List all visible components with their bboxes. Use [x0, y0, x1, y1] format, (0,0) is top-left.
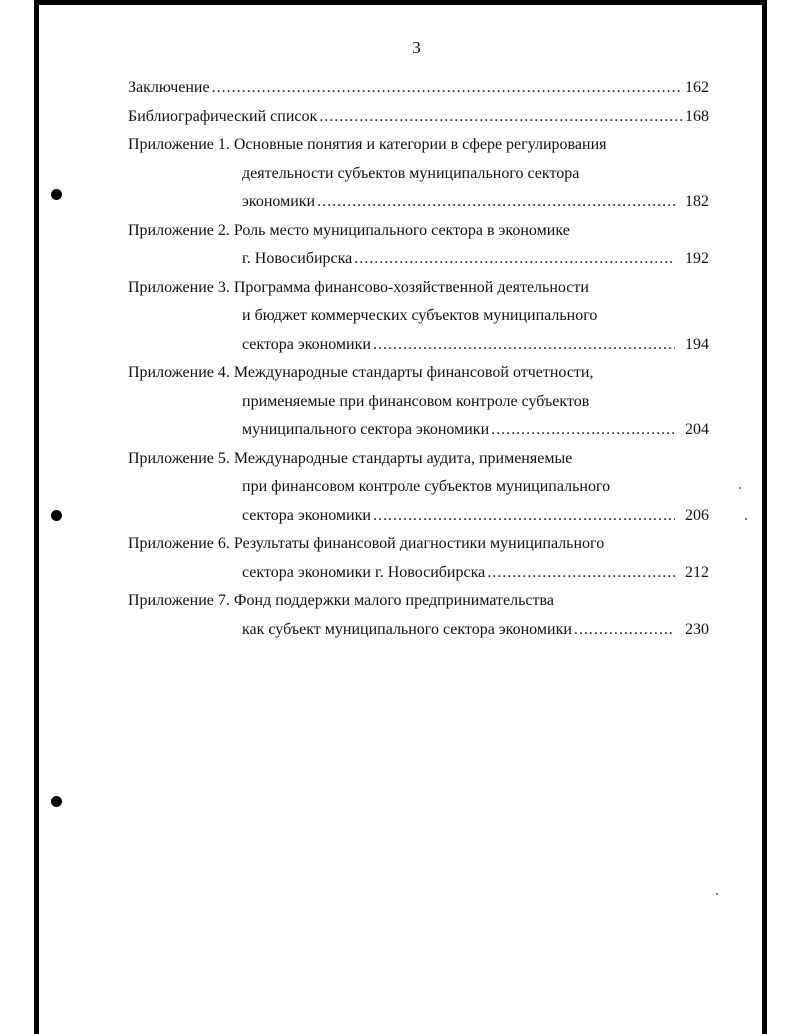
scan-speck	[716, 893, 718, 895]
toc-entry-last-line	[128, 502, 709, 531]
toc-entry-line: деятельности субъектов муниципального сектора	[242, 164, 580, 182]
toc-entry-line: Приложение 3. Программа финансово-хозяйственной деятельности	[128, 278, 589, 296]
toc-entry-line: Приложение 7. Фонд поддержки малого предпринимательства	[128, 592, 554, 609]
toc-entry-last-line	[128, 331, 709, 360]
toc-entry-last-line	[128, 559, 709, 588]
toc-entry-line: Приложение 4. Международные стандарты финансовой отчетности,	[128, 364, 594, 381]
toc-entry-page: 192	[685, 250, 709, 267]
toc-entry-line: Приложение 6. Результаты финансовой диагностики муниципального	[128, 535, 605, 552]
toc-leader-dots	[317, 188, 675, 217]
toc-entry-page: 162	[685, 79, 709, 96]
toc-entry-appendix-7[interactable]	[128, 587, 709, 644]
page-number: 3	[412, 38, 421, 57]
toc-entry-line: как субъект муниципального сектора экономики	[242, 620, 572, 638]
toc-entry-last-line	[128, 616, 709, 645]
toc-entry-line: сектора экономики	[242, 506, 371, 524]
toc-entry-bibliography[interactable]	[128, 103, 709, 132]
toc-entry-conclusion[interactable]	[128, 74, 709, 103]
toc-entry-last-line	[128, 416, 709, 445]
toc-entry-page: 204	[685, 421, 709, 438]
toc-entry-label: Заключение	[128, 79, 210, 96]
toc-entry-last-line	[128, 245, 709, 274]
toc-entry-line: экономики	[242, 193, 316, 210]
toc-leader-dots	[574, 616, 675, 645]
toc-leader-dots	[319, 103, 683, 132]
toc-entry-page: 182	[685, 193, 709, 210]
toc-entry-appendix-6[interactable]	[128, 530, 709, 587]
toc-entry-line: применяемые при финансовом контроле субъектов	[242, 392, 590, 410]
toc-entry-label: Библиографический список	[128, 107, 318, 125]
toc-entry-appendix-1[interactable]	[128, 131, 709, 217]
toc-entry-page: 206	[685, 506, 709, 524]
scan-border-top	[34, 0, 766, 5]
toc-leader-dots	[212, 74, 683, 103]
toc-entry-page: 168	[685, 107, 709, 125]
toc-leader-dots	[373, 331, 675, 360]
scan-speck	[739, 487, 741, 489]
toc-entry-line: при финансовом контроле субъектов муниципального	[242, 478, 611, 495]
toc-entry-line: сектора экономики	[242, 335, 371, 353]
toc-entry-page: 212	[685, 563, 709, 581]
table-of-contents	[128, 74, 709, 644]
scan-border-right	[762, 0, 767, 1034]
toc-entry-line: г. Новосибирска	[242, 250, 353, 267]
punch-hole-icon	[51, 189, 62, 200]
toc-entry-appendix-2[interactable]	[128, 217, 709, 274]
toc-entry-line: Приложение 1. Основные понятия и категории в сфере регулирования	[128, 136, 607, 153]
scan-border-left	[34, 0, 39, 1034]
toc-entry-page: 194	[685, 335, 709, 353]
punch-hole-icon	[51, 796, 62, 807]
toc-leader-dots	[487, 559, 675, 588]
toc-entry-last-line	[128, 188, 709, 217]
punch-hole-icon	[51, 510, 62, 521]
toc-entry-line: Приложение 5. Международные стандарты аудита, применяемые	[128, 449, 573, 467]
toc-entry-line: сектора экономики г. Новосибирска	[242, 563, 486, 581]
toc-entry-line: и бюджет коммерческих субъектов муниципального	[242, 307, 598, 324]
scan-speck	[745, 518, 747, 520]
toc-leader-dots	[491, 416, 675, 445]
toc-entry-line: Приложение 2. Роль место муниципального сектора в экономике	[128, 221, 570, 239]
toc-leader-dots	[373, 502, 675, 531]
toc-entry-line: муниципального сектора экономики	[242, 421, 490, 438]
toc-leader-dots	[354, 245, 675, 274]
toc-entry-appendix-5[interactable]	[128, 445, 709, 531]
toc-entry-page: 230	[685, 620, 709, 638]
toc-entry-appendix-4[interactable]	[128, 359, 709, 445]
toc-entry-appendix-3[interactable]	[128, 274, 709, 360]
